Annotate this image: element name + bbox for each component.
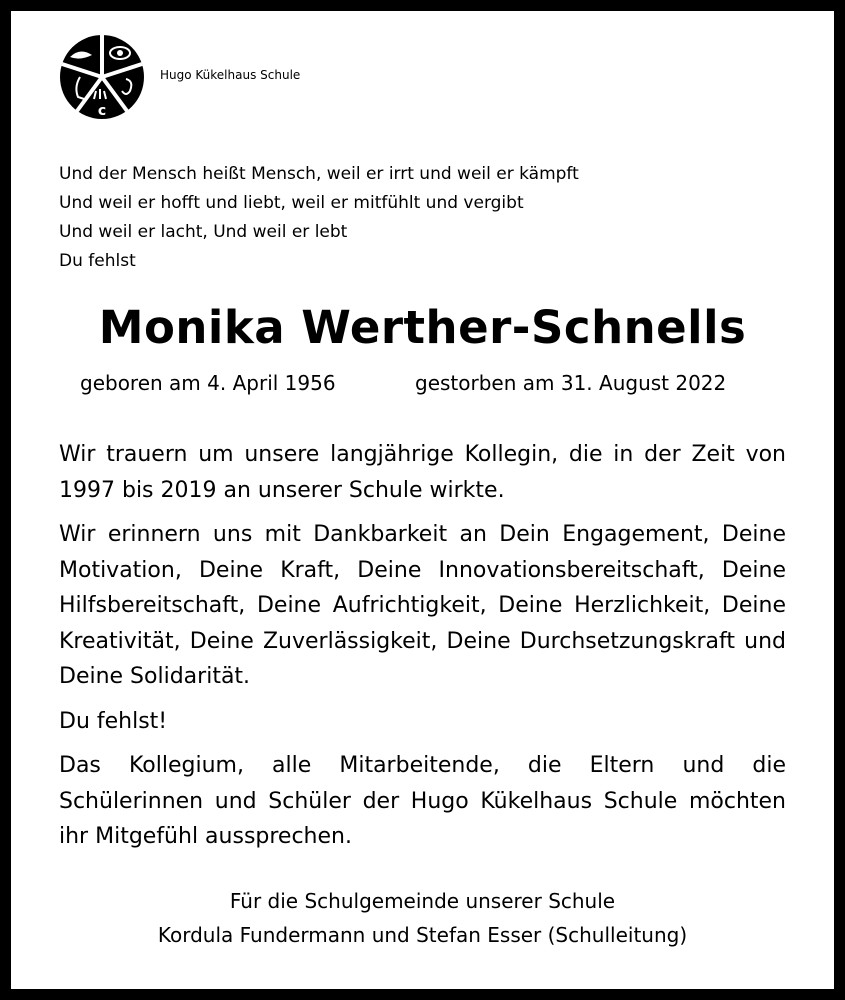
poem (59, 160, 579, 276)
paragraph: Wir erinnern uns mit Dankbarkeit an Dein Engagement, Deine Motivation, Deine Kraft, Deine Innovationsbereitschaft, Deine Hilfsbereitschaft, Deine Aufrichtigkeit, Deine Herzlichkeit, Deine Kreativität, Deine Zuverlässigkeit, Deine Durchsetzungskraft und Deine Solidarität. (59, 522, 786, 689)
obituary-text (59, 437, 786, 864)
school-name: Hugo Kükelhaus Schule (160, 68, 301, 82)
birth-date: geboren am 4. April 1956 (80, 371, 336, 395)
poem-line: Und weil er hofft und liebt, weil er mitfühlt und vergibt (59, 193, 524, 213)
signature-block (0, 884, 845, 952)
paragraph: Wir trauern um unsere langjährige Kollegin, die in der Zeit von 1997 bis 2019 an unserer Schule wirkte. (59, 442, 786, 503)
poem-line: Und der Mensch heißt Mensch, weil er irrt und weil er kämpft (59, 164, 579, 184)
school-logo-icon (58, 33, 146, 121)
death-date: gestorben am 31. August 2022 (415, 371, 727, 395)
signature-line: Für die Schulgemeinde unserer Schule (229, 889, 616, 913)
poem-line: Du fehlst (59, 251, 136, 271)
paragraph: Das Kollegium, alle Mitarbeitende, die Eltern und die Schülerinnen und Schüler der Hugo Kükelhaus Schule möchten ihr Mitgefühl aussprechen. (59, 753, 786, 849)
deceased-name: Monika Werther-Schnells (98, 301, 747, 354)
signature-line: Kordula Fundermann und Stefan Esser (Schulleitung) (157, 923, 688, 947)
paragraph: Du fehlst! (59, 708, 168, 734)
poem-line: Und weil er lacht, Und weil er lebt (59, 222, 348, 242)
logo-emblem-letter: c (97, 103, 107, 119)
